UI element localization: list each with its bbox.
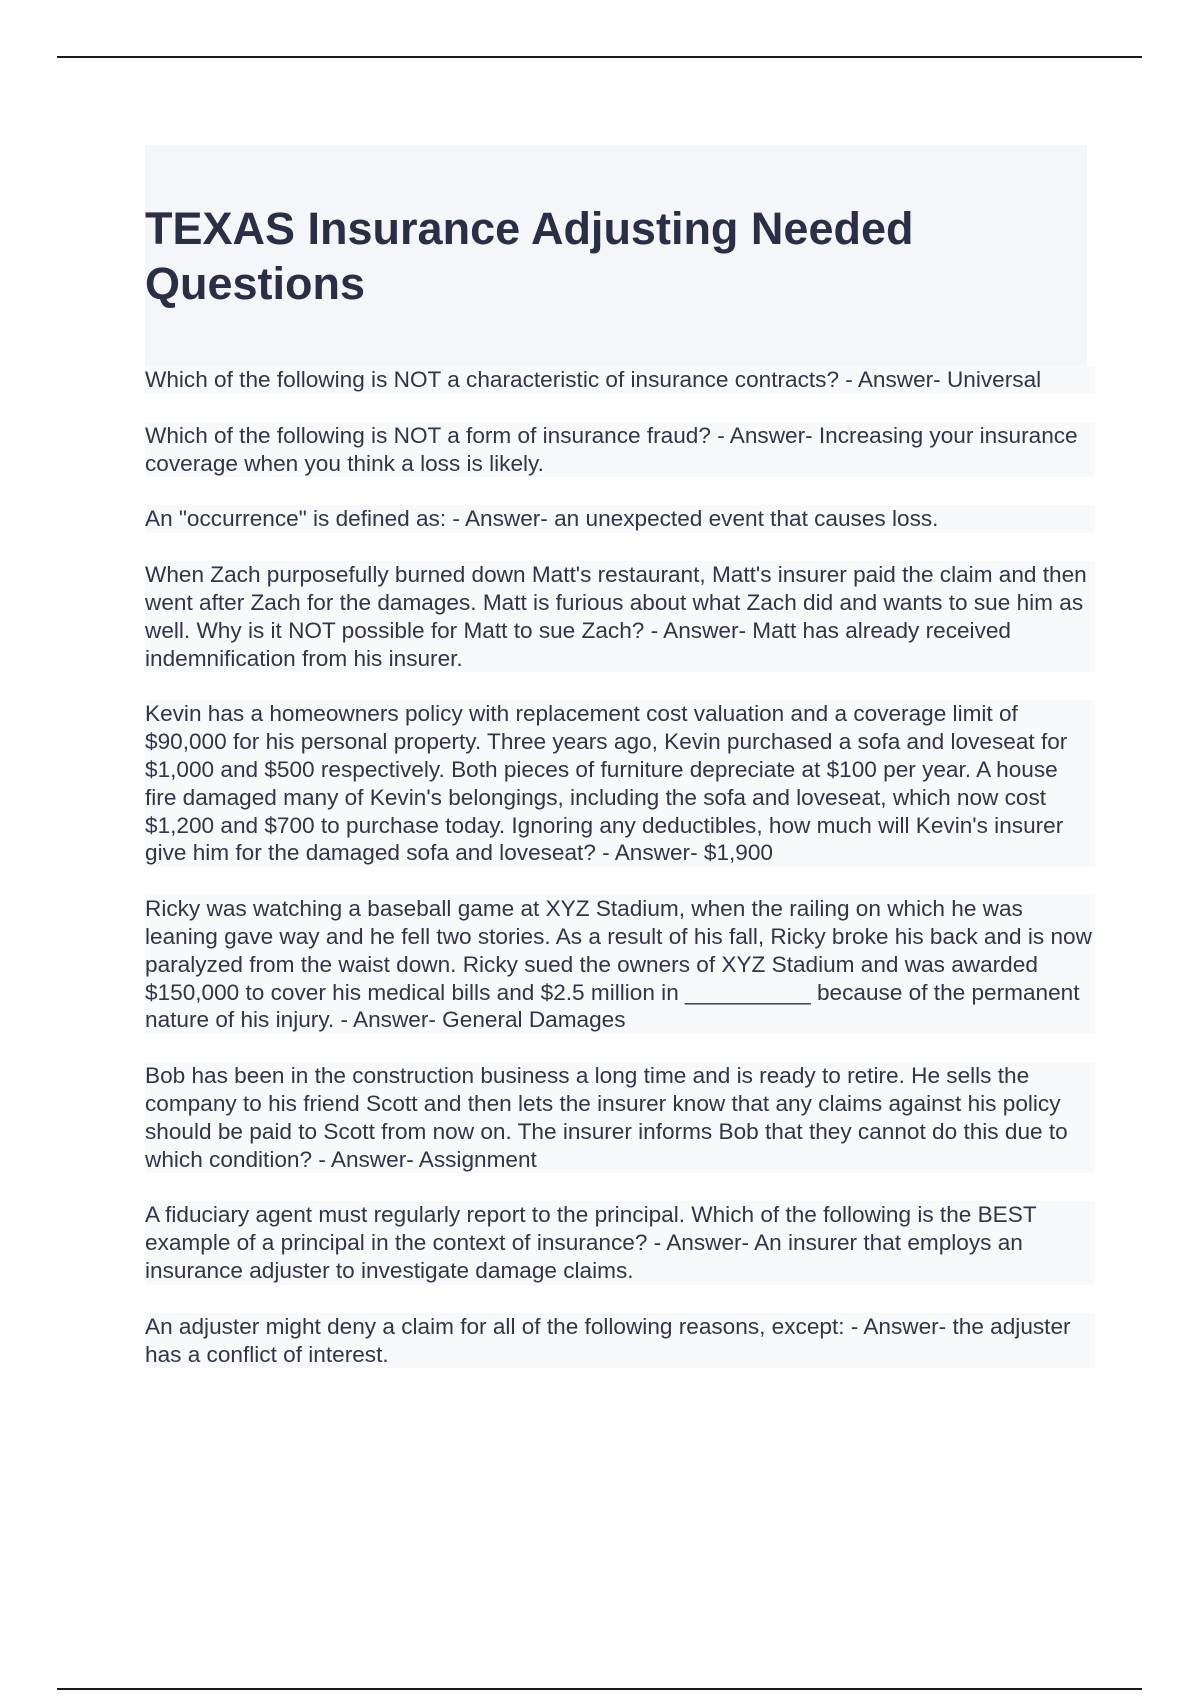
title-block — [145, 145, 1087, 367]
document-title: TEXAS Insurance Adjusting Needed Questions — [145, 203, 914, 309]
bottom-rule — [57, 1688, 1142, 1690]
question-answer-item: Kevin has a homeowners policy with replacement cost valuation and a coverage limit of $90,000 for his personal property. Three years ago, Kevin purchased a sofa and loveseat for $1,000 and $500 respectively. Both pieces of furniture depreciate at $100 per year. A house fire damaged many of Kevin's belongings, including the sofa and loveseat, which now cost $1,200 and $700 to purchase today. Ignoring any deductibles, how much will Kevin's insurer give him for the damaged sofa and loveseat? - Answer- $1,900 — [145, 700, 1095, 867]
question-list — [145, 366, 1095, 1396]
question-answer-item: Bob has been in the construction business a long time and is ready to retire. He sells the company to his friend Scott and then lets the insurer know that any claims against his policy should be paid to Scott from now on. The insurer informs Bob that they cannot do this due to which condition? - Answer- Assignment — [145, 1062, 1095, 1173]
question-answer-item: When Zach purposefully burned down Matt's restaurant, Matt's insurer paid the claim and then went after Zach for the damages. Matt is furious about what Zach did and wants to sue him as well. Why is it NOT possible for Matt to sue Zach? - Answer- Matt has already received indemnification from his insurer. — [145, 561, 1095, 672]
question-answer-item: A fiduciary agent must regularly report to the principal. Which of the following is the BEST example of a principal in the context of insurance? - Answer- An insurer that employs an insurance adjuster to investigate damage claims. — [145, 1201, 1095, 1284]
question-answer-item: An adjuster might deny a claim for all of the following reasons, except: - Answer- the adjuster has a conflict of interest. — [145, 1313, 1095, 1369]
question-answer-item: Which of the following is NOT a form of insurance fraud? - Answer- Increasing your insurance coverage when you think a loss is likely. — [145, 422, 1095, 478]
question-answer-item: Ricky was watching a baseball game at XYZ Stadium, when the railing on which he was leaning gave way and he fell two stories. As a result of his fall, Ricky broke his back and is now paralyzed from the waist down. Ricky sued the owners of XYZ Stadium and was awarded $150,000 to cover his medical bills and $2.5 million in __________ because of the permanent nature of his injury. - Answer- General Damages — [145, 895, 1095, 1034]
question-answer-item: An "occurrence" is defined as: - Answer- an unexpected event that causes loss. — [145, 505, 1095, 533]
top-rule — [57, 56, 1142, 58]
question-answer-item: Which of the following is NOT a characteristic of insurance contracts? - Answer- Universal — [145, 366, 1095, 394]
